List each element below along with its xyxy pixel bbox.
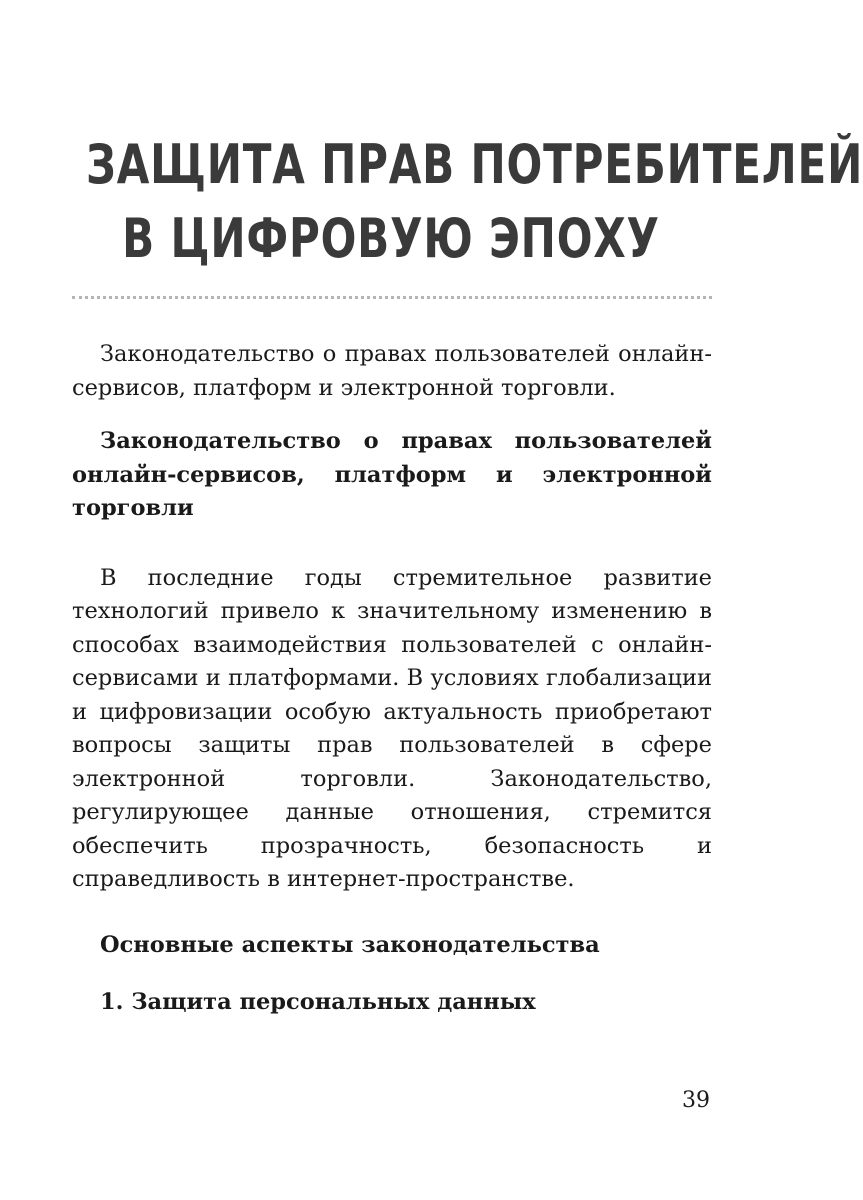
section-heading: Основные аспекты законодательства xyxy=(100,931,600,958)
chapter-title-line-2: В ЦИФРОВУЮ ЭПОХУ xyxy=(122,207,660,271)
intro-paragraph: Законодательство о правах пользователей онлайн-сервисов, платформ и электронной торговли. xyxy=(72,341,712,401)
chapter-title-line-1: ЗАЩИТА ПРАВ ПОТРЕБИТЕЛЕЙ xyxy=(86,133,863,197)
dotted-divider xyxy=(72,296,712,299)
page-number: 39 xyxy=(682,1088,710,1113)
item-heading: 1. Защита персональных данных xyxy=(100,989,536,1015)
body-paragraph: В последние годы стремительное развитие технологий привело к значительному изменению в способах взаимодействия пользователей с онлайн-сервисами и платформами. В условиях глобализации и цифровизации особую актуальность приобретают вопросы защиты прав пользователей в сфере электронной торговли. Законодательство, регулирующее данные отношения, стремится обеспечить прозрачность, безопасность и справедливость в интернет-пространстве. xyxy=(72,564,712,892)
chapter-content xyxy=(72,338,712,1020)
chapter-title xyxy=(86,128,863,276)
section-subheading: Законодательство о правах пользователей онлайн-сервисов, платформ и электронной торговли xyxy=(72,428,712,521)
